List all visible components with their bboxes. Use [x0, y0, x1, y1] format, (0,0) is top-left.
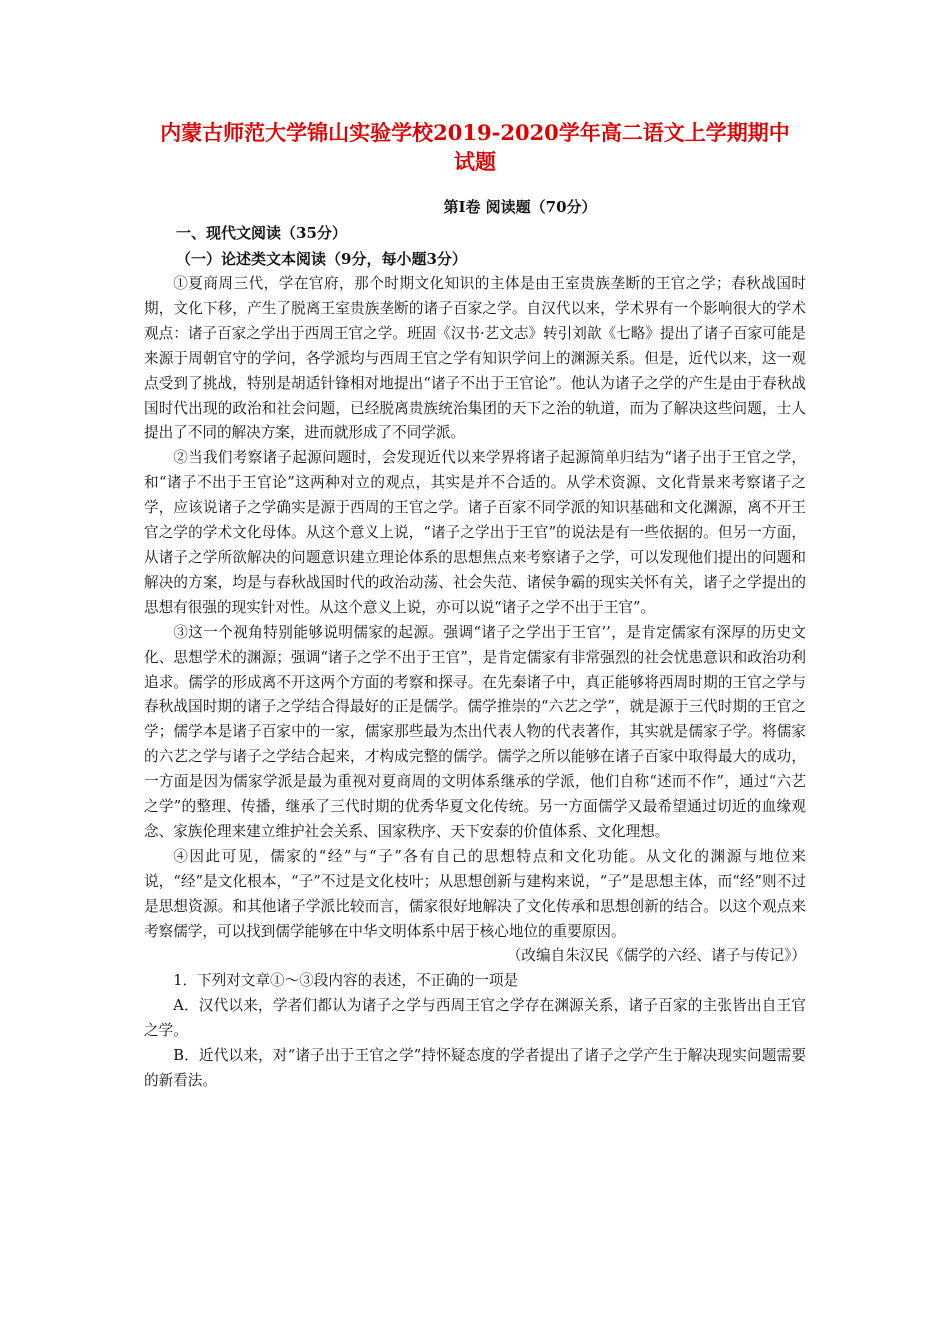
paragraph-2: ②当我们考察诸子起源问题时，会发现近代以来学界将诸子起源简单归结为“诸子出于王官之学，和“诸子不出于王官论”这两种对立的观点，其实是并不合适的。从学术资源、文化背景来考察诸子之学，应该说诸子之学确实是源于西周的王官之学。诸子百家不同学派的知识基础和文化渊源，离不开王官之学的学术文化母体。从这个意义上说，“诸子之学出于王官”的说法是有一些依据的。但另一方面，从诸子之学所欲解决的问题意识建立理论体系的思想焦点来考察诸子之学，可以发现他们提出的问题和解决的方案，均是与春秋战国时代的政治动荡、社会失范、诸侯争霸的现实关怀有关，诸子之学提出的思想有很强的现实针对性。从这个意义上说，亦可以说“诸子之学不出于王官”。 [144, 449, 806, 616]
question-1-option-b: B．近代以来，对“诸子出于王官之学”持怀疑态度的学者提出了诸子之学产生于解决现实问题需要的新看法。 [144, 1047, 806, 1089]
paragraph-4: ④因此可见，儒家的“经”与“子”各有自己的思想特点和文化功能。从文化的渊源与地位来说，“经”是文化根本，“子”不过是文化枝叶；从思想创新与建构来说，“子”是思想主体，而“经”则不过是思想资源。和其他诸子学派比较而言，儒家很好地解决了文化传承和思想创新的结合。以这个观点来考察儒学，可以找到儒学能够在中华文明体系中居于核心地位的重要原因。 [144, 847, 806, 940]
paragraph-1: ①夏商周三代，学在官府，那个时期文化知识的主体是由王室贵族垄断的王官之学；春秋战国时期，文化下移，产生了脱离王室贵族垄断的诸子百家之学。自汉代以来，学术界有一个影响很大的学术观点：诸子百家之学出于西周王官之学。班固《汉书·艺文志》转引刘歆《七略》提出了诸子百家可能是来源于周朝官守的学问，各学派均与西周王官之学有知识学问上的渊源关系。但是，近代以来，这一观点受到了挑战，特别是胡适针锋相对地提出“诸子不出于王官论”。他认为诸子之学的产生是由于春秋战国时代出现的政治和社会问题，已经脱离贵族统治集团的天下之治的轨道，而为了解决这些问题，士人提出了不同的解决方案，进而就形成了不同学派。 [144, 275, 806, 442]
question-1 [144, 969, 806, 1094]
section-header: 第Ⅰ卷 阅读题（70分） [443, 198, 597, 216]
article-source: （改编自朱汉民《儒学的六经、诸子与传记》） [506, 947, 806, 965]
question-1-stem: 1．下列对文章①～③段内容的表述，不正确的一项是 [173, 972, 519, 990]
heading-argumentative-reading: （一）论述类文本阅读（9分，每小题3分） [176, 250, 467, 268]
heading-modern-reading: 一、现代文阅读（35分） [176, 224, 347, 242]
paragraph-3: ③这一个视角特别能够说明儒家的起源。强调“诸子之学出于王官’’，是肯定儒家有深厚的历史文化、思想学术的渊源；强调“诸子之学不出于王官”，是肯定儒家有非常强烈的社会忧患意识和政治功利追求。儒学的形成离不开这两个方面的考察和探寻。在先秦诸子中，真正能够将西周时期的王官之学与春秋战国时期的诸子之学结合得最好的正是儒学。儒学推崇的“六艺之学”，就是源于三代时期的王官之学；儒学本是诸子百家中的一家，儒家那些最为杰出代表人物的代表著作，其实就是儒家子学。将儒家的六艺之学与诸子之学结合起来，才构成完整的儒学。儒学之所以能够在诸子百家中取得最大的成功，一方面是因为儒家学派是最为重视对夏商周的文明体系继承的学派，他们自称“述而不作”，通过“六艺之学”的整理、传播，继承了三代时期的优秀华夏文化传统。另一方面儒学又最希望通过切近的血缘观念、家族伦理来建立维护社会关系、国家秩序、天下安泰的价值体系、文化理想。 [144, 623, 806, 840]
document-title: 内蒙古师范大学锦山实验学校2019-2020学年高二语文上学期期中试题 [160, 120, 790, 174]
article-body [144, 272, 806, 1094]
question-1-option-a: A．汉代以来，学者们都认为诸子之学与西周王官之学存在渊源关系，诸子百家的主张皆出自王官之学。 [144, 997, 806, 1040]
